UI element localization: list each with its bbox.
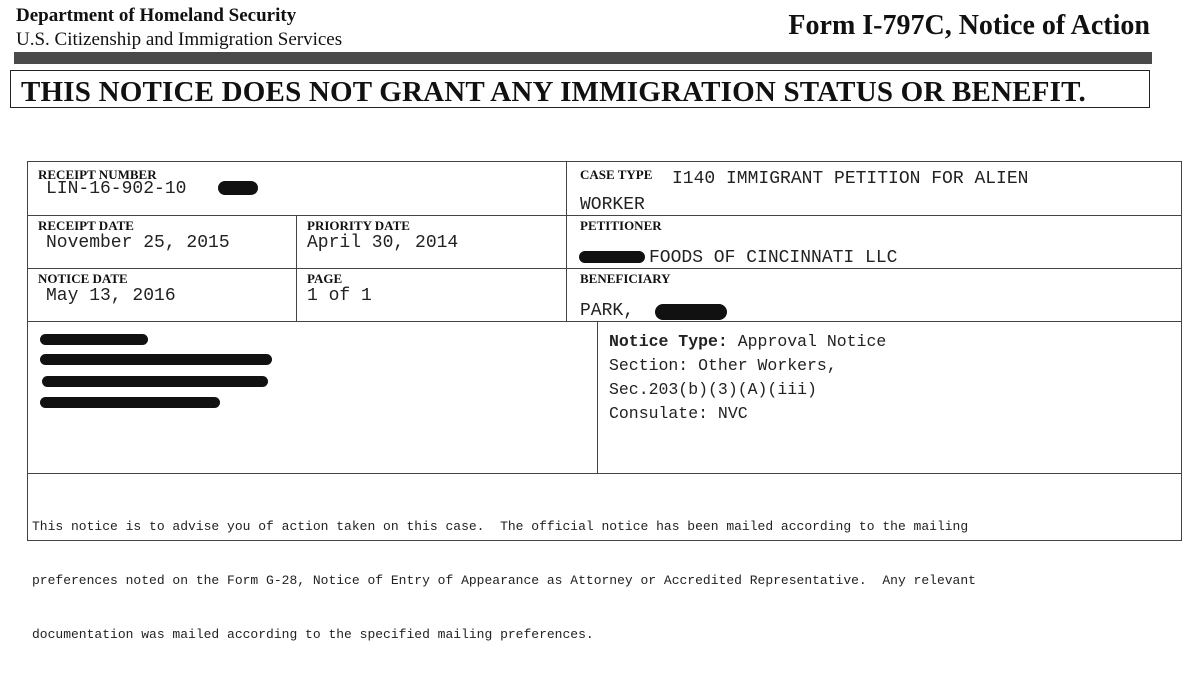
receipt-date-value: November 25, 2015 [46,233,230,253]
agency-subname: U.S. Citizenship and Immigration Services [16,29,343,50]
col-divider [566,268,567,321]
redacted-address-line [42,376,268,387]
notice-type-value: Approval Notice [737,332,887,351]
case-type-value: I140 IMMIGRANT PETITION FOR ALIEN [672,169,1029,189]
consulate-line: Consulate: NVC [609,404,748,423]
beneficiary-value: PARK, [580,301,635,321]
notice-type-label: Notice Type: [609,332,728,351]
notice-type-line [609,330,886,354]
row-divider [28,473,1181,474]
beneficiary-label: BENEFICIARY [580,271,671,286]
notice-date-value: May 13, 2016 [46,286,176,306]
col-divider [597,321,598,473]
petitioner-label: PETITIONER [580,218,662,233]
redaction-mark [579,251,645,263]
section-code: Sec.203(b)(3)(A)(iii) [609,380,817,399]
priority-date-value: April 30, 2014 [307,233,459,253]
col-divider [296,215,297,321]
agency-name: Department of Homeland Security [16,5,297,26]
body-line: preferences noted on the Form G-28, Notice of Entry of Appearance as Attorney or Accredited Representative. Any relevant [32,573,976,588]
petitioner-value: FOODS OF CINCINNATI LLC [649,248,898,268]
disclaimer-text: THIS NOTICE DOES NOT GRANT ANY IMMIGRATION STATUS OR BENEFIT. [21,76,1086,108]
case-type-value-continued: WORKER [580,195,645,215]
redacted-address-line [40,397,220,408]
receipt-date-label: RECEIPT DATE [38,218,134,233]
page-label: PAGE [307,271,343,286]
redacted-address-line [40,354,272,365]
receipt-number-value: LIN-16-902-10 [46,179,187,199]
header-divider-bar [14,52,1152,64]
row-divider [28,268,1181,269]
redacted-address-line [40,334,148,345]
priority-date-label: PRIORITY DATE [307,218,410,233]
row-divider [28,215,1181,216]
row-divider [28,321,1181,322]
page-value: 1 of 1 [307,286,372,306]
redaction-mark [218,181,258,195]
body-line: documentation was mailed according to the specified mailing preferences. [32,627,594,642]
section-line: Section: Other Workers, [609,356,837,375]
notice-details [609,330,886,426]
col-divider [566,162,567,268]
notice-date-label: NOTICE DATE [38,271,128,286]
notice-body-text [32,482,1177,680]
body-line: This notice is to advise you of action taken on this case. The official notice has been mailed according to the mailing [32,519,969,534]
receipt-number-label: RECEIPT NUMBER [38,167,157,182]
case-type-label: CASE TYPE [580,167,653,182]
form-title: Form I-797C, Notice of Action [788,10,1150,41]
redaction-mark [655,304,727,320]
notice-table [27,161,1182,642]
disclaimer-box [10,70,1150,108]
